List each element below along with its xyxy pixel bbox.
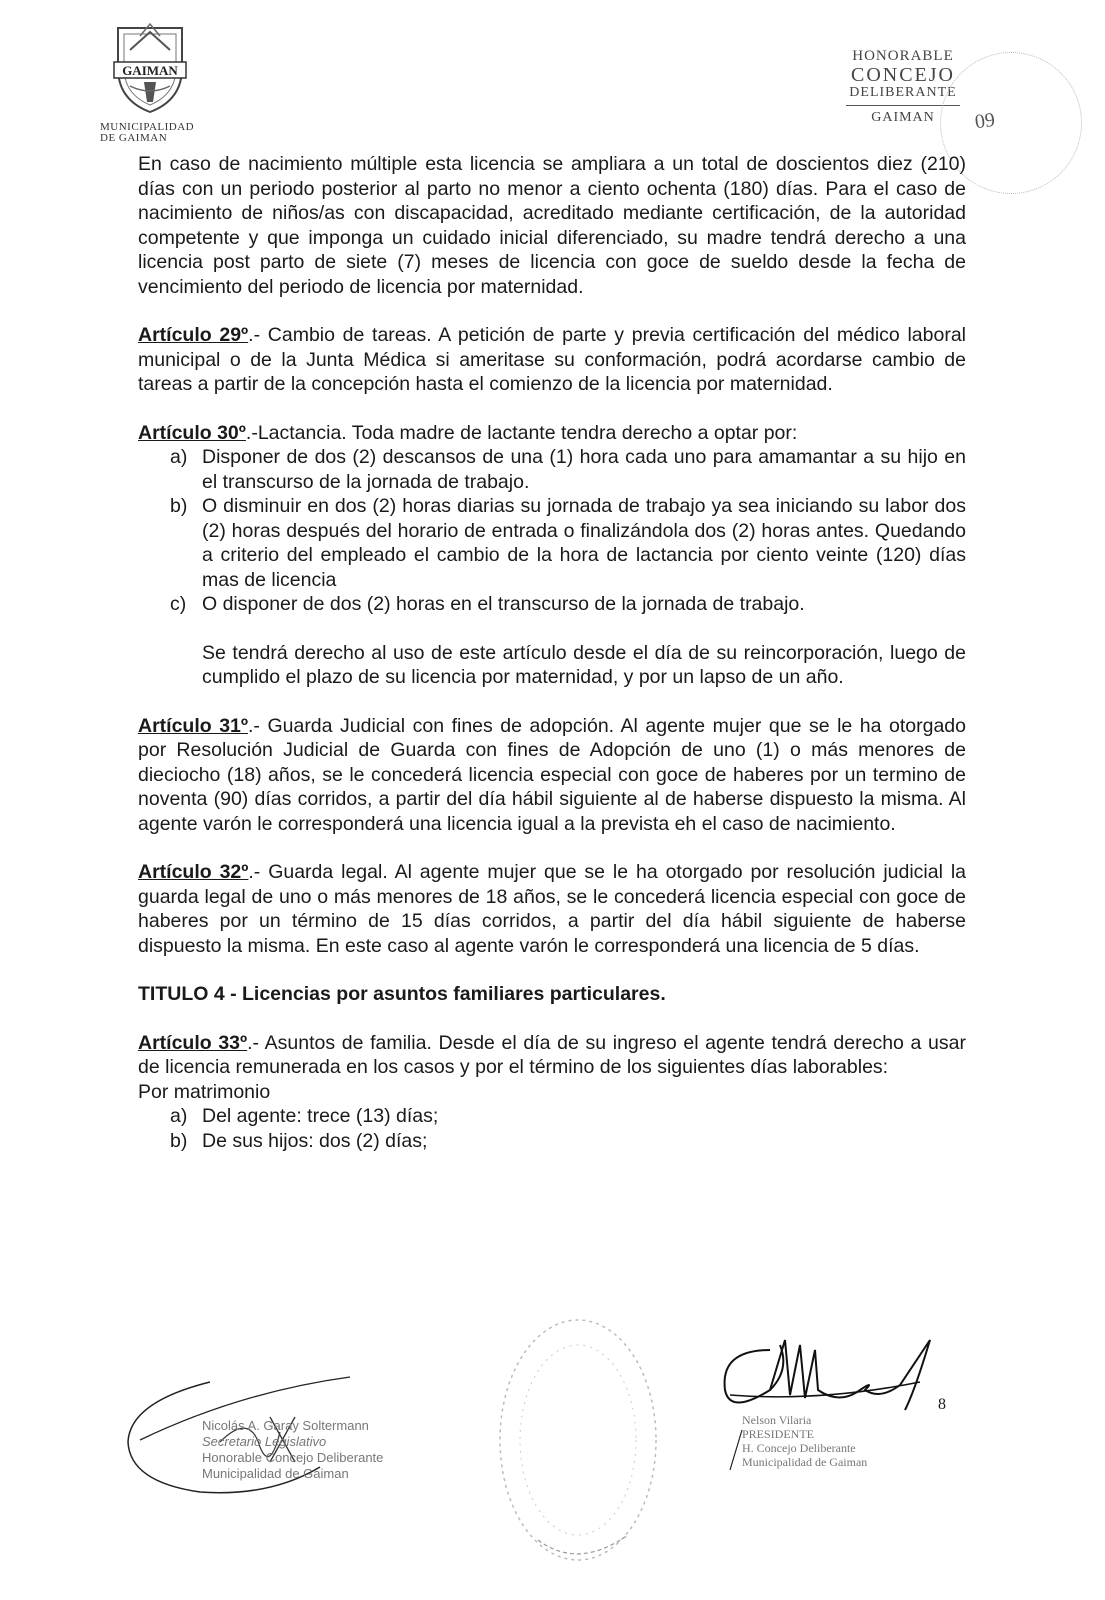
logo-banner-text: GAIMAN bbox=[122, 63, 178, 78]
article-30-text: .-Lactancia. Toda madre de lactante tendra derecho a optar por: bbox=[245, 421, 798, 444]
list-marker: c) bbox=[170, 593, 187, 615]
council-line2: CONCEJO bbox=[850, 64, 955, 86]
intro-paragraph: En caso de nacimiento múltiple esta licencia se ampliara a un total de doscientos diez (210) días con un periodo posterior al parto no menor a ciento ochenta (180) días. Para el caso de nacimiento de niños/as con discapacidad, acreditado mediante certificación, de la autoridad competente y que imponga un cuidado inicial diferenciado, su madre tendrá derecho a una licencia post parto de siete (7) meses de licencia con goce de sueldo desde la fecha de vencimiento del periodo de licencia por maternidad. bbox=[138, 153, 966, 298]
secretary-role: Secretario Legislativo bbox=[202, 1434, 327, 1449]
secretary-municipality: Municipalidad de Gaiman bbox=[202, 1466, 349, 1481]
municipality-caption-line2: DE GAIMAN bbox=[100, 132, 168, 144]
list-item-text: Del agente: trece (13) días; bbox=[202, 1105, 439, 1127]
list-item-text: De sus hijos: dos (2) días; bbox=[202, 1129, 428, 1152]
article-33-text: .- Asuntos de familia. Desde el día de su ingreso el agente tendrá derecho a usar de licencia remunerada en los casos y por el término de los siguientes días laborables: bbox=[138, 1031, 966, 1078]
article-29-text: .- Cambio de tareas. A petición de parte y previa certificación del médico laboral municipal o de la Junta Médica si ameritase su conformación, podrá acordarse cambio de tareas a partir de la concepción hasta el comienzo de la licencia por maternidad. bbox=[138, 324, 966, 395]
article-30-list bbox=[138, 445, 966, 617]
list-marker: a) bbox=[170, 446, 188, 468]
article-30-note: Se tendrá derecho al uso de este artículo desde el día de su reincorporación, luego de cumplido el plazo de su licencia por maternidad, y por un lapso de un año. bbox=[202, 641, 966, 688]
article-31 bbox=[138, 714, 966, 837]
article-31-label: Artículo 31º bbox=[138, 714, 249, 737]
list-marker: b) bbox=[170, 1129, 188, 1152]
list-item bbox=[138, 494, 966, 592]
municipality-caption-line1: MUNICIPALIDAD bbox=[100, 121, 195, 133]
article-32-text: .- Guarda legal. Al agente mujer que se le ha otorgado por resolución judicial la guarda legal de uno o más menores de 18 años, se le concederá licencia especial con goce de haberes por un término de 15 días corridos, a partir del día hábil siguiente de haberse dispuesto la misma. En este caso al agente varón le corresponderá una licencia de 5 días. bbox=[138, 861, 967, 957]
article-32 bbox=[138, 860, 966, 958]
list-item-text: O disminuir en dos (2) horas diarias su jornada de trabajo ya sea iniciando su labor dos (2) horas después del horario de entrada o finalizándola dos (2) horas antes. Quedando a criterio del empleado el cambio de la hora de lactancia por ciento veinte (120) días mas de licencia bbox=[202, 495, 966, 591]
article-29 bbox=[138, 323, 966, 397]
municipality-logo bbox=[100, 20, 210, 144]
list-item bbox=[138, 445, 966, 494]
list-item bbox=[138, 1104, 966, 1129]
president-signature-block bbox=[700, 1310, 950, 1480]
folio-number: 09 bbox=[973, 108, 997, 134]
article-31-text: .- Guarda Judicial con fines de adopción. Al agente mujer que se le ha otorgado por Resolución Judicial de Guarda con fines de Adopción de uno (1) o más menores de dieciocho (18) años, se le concederá licencia especial con goce de haberes por un termino de noventa (90) días corridos, a partir del día hábil siguiente al de haberse dispuesto la misma. Al agente varón le corresponderá una licencia igual a la prevista eh el caso de nacimiento. bbox=[138, 714, 966, 835]
secretary-signature-block bbox=[120, 1372, 410, 1502]
article-29-label: Artículo 29º bbox=[138, 324, 249, 346]
president-municipality: Municipalidad de Gaiman bbox=[742, 1455, 868, 1469]
secretary-name: Nicolás A. Garay Soltermann bbox=[202, 1418, 369, 1433]
section-title: TITULO 4 - Licencias por asuntos familiares particulares. bbox=[138, 983, 666, 1005]
document-body bbox=[138, 152, 966, 1153]
list-marker: a) bbox=[170, 1105, 188, 1127]
list-marker: b) bbox=[170, 495, 188, 517]
list-item-text: Disponer de dos (2) descansos de una (1) hora cada uno para amamantar a su hijo en el transcurso de la jornada de trabajo. bbox=[202, 446, 966, 493]
president-name: Nelson Vilaria bbox=[742, 1413, 812, 1427]
president-body: H. Concejo Deliberante bbox=[742, 1441, 856, 1455]
list-item-text: O disponer de dos (2) horas en el transcurso de la jornada de trabajo. bbox=[202, 593, 805, 615]
article-33-subheading: Por matrimonio bbox=[138, 1080, 271, 1103]
list-item bbox=[138, 1129, 966, 1154]
council-line3: DELIBERANTE bbox=[849, 85, 957, 100]
article-32-label: Artículo 32º bbox=[138, 861, 249, 883]
list-item bbox=[138, 592, 966, 617]
article-33-list bbox=[138, 1104, 966, 1153]
article-33 bbox=[138, 1031, 966, 1080]
council-line1: HONORABLE bbox=[852, 48, 954, 64]
article-30-label: Artículo 30º bbox=[138, 421, 246, 444]
article-30 bbox=[138, 421, 966, 446]
official-seal-icon bbox=[478, 1300, 678, 1580]
president-role: PRESIDENTE bbox=[742, 1427, 814, 1441]
secretary-body: Honorable Concejo Deliberante bbox=[202, 1450, 384, 1465]
coat-of-arms-icon bbox=[100, 20, 200, 115]
page-number: 8 bbox=[938, 1396, 946, 1413]
council-line4: GAIMAN bbox=[871, 110, 935, 125]
article-33-label: Artículo 33º bbox=[138, 1031, 248, 1054]
